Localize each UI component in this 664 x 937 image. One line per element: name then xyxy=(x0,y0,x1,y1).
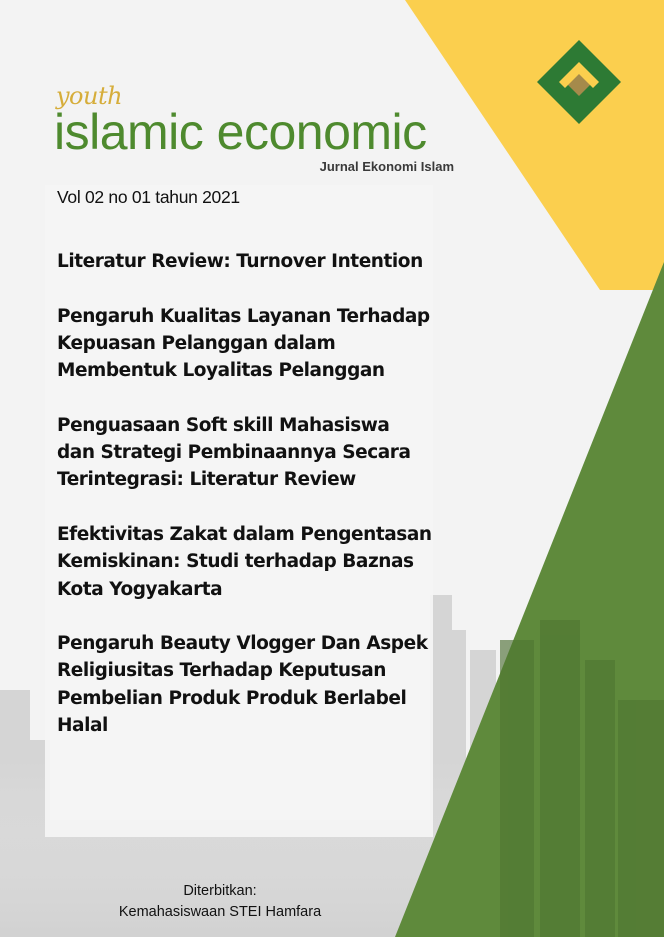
publisher-name: Kemahasiswaan STEI Hamfara xyxy=(118,904,322,920)
article-title: Efektivitas Zakat dalam Pengentasan Kemiskinan: Studi terhadap Baznas Kota Yogyakarta xyxy=(57,523,432,600)
masthead xyxy=(52,82,462,180)
article-title: Pengaruh Beauty Vlogger Dan Aspek Religiusitas Terhadap Keputusan Pembelian Produk Produk Berlabel Halal xyxy=(57,633,428,737)
journal-logo-icon xyxy=(535,38,623,126)
journal-subtitle: Jurnal Ekonomi Islam xyxy=(319,159,454,174)
article-title: Pengaruh Kualitas Layanan Terhadap Kepuasan Pelanggan dalam Membentuk Loyalitas Pelanggan xyxy=(57,305,430,382)
issue-label: Vol 02 no 01 tahun 2021 xyxy=(57,187,240,207)
article-title: Penguasaan Soft skill Mahasiswa dan Strategi Pembinaannya Secara Terintegrasi: Literatur Review xyxy=(57,414,411,491)
article-list xyxy=(57,248,432,767)
publisher-label: Diterbitkan: xyxy=(183,883,257,899)
article-title: Literatur Review: Turnover Intention xyxy=(57,251,423,272)
journal-title: islamic economic xyxy=(54,104,427,160)
masthead-prefix: youth xyxy=(56,82,123,110)
